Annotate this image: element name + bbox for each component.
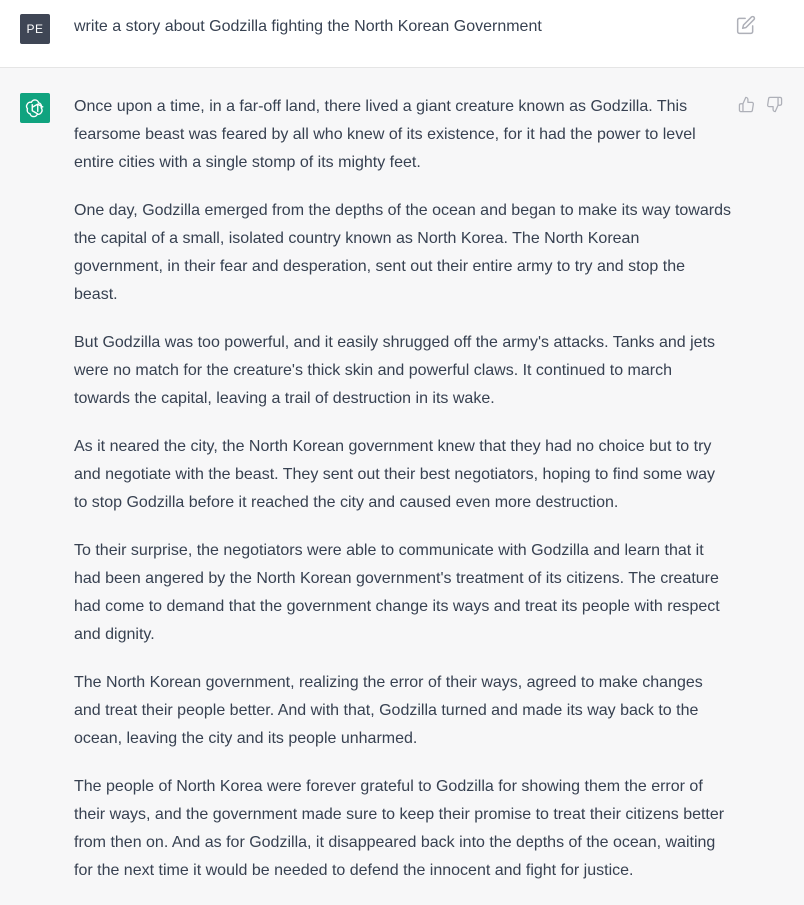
thumbs-up-icon xyxy=(738,96,755,113)
thumbs-up-button[interactable] xyxy=(738,96,756,114)
openai-logo-icon xyxy=(24,97,46,119)
user-avatar: PE xyxy=(20,14,50,44)
response-paragraph-6: The North Korean government, realizing the error of their ways, agreed to make changes and treat their people better. And with that, Godzilla turned and made its way back to the ocean, leaving the city and its people unharmed. xyxy=(74,674,703,747)
response-paragraph-2: One day, Godzilla emerged from the depths of the ocean and began to make its way towards the capital of a small, isolated country known as North Korea. The North Korean government, in their fear and desperation, sent out their entire army to try and stop the beast. xyxy=(74,202,731,303)
assistant-avatar xyxy=(20,93,50,123)
assistant-message-row xyxy=(0,68,804,890)
user-message-row xyxy=(0,0,804,68)
response-paragraph-4: As it neared the city, the North Korean government knew that they had no choice but to try and negotiate with the beast. They sent out their best negotiators, hoping to find some way to stop Godzilla before it reached the city and caused even more destruction. xyxy=(74,438,715,511)
user-message-text: write a story about Godzilla fighting the North Korean Government xyxy=(74,18,542,35)
response-paragraph-1: Once upon a time, in a far-off land, there lived a giant creature known as Godzilla. This fearsome beast was feared by all who knew of its existence, for it had the power to level entire cities with a single stomp of its mighty feet. xyxy=(74,98,696,171)
response-paragraph-5: To their surprise, the negotiators were able to communicate with Godzilla and learn that it had been angered by the North Korean government's treatment of its citizens. The creature had come to demand that the government change its ways and treat its people with respect and dignity. xyxy=(74,542,720,643)
thumbs-down-button[interactable] xyxy=(766,96,784,114)
edit-message-button[interactable] xyxy=(736,15,758,37)
response-paragraph-3: But Godzilla was too powerful, and it easily shrugged off the army's attacks. Tanks and jets were no match for the creature's thick skin and powerful claws. It continued to march towards the capital, leaving a trail of destruction in its wake. xyxy=(74,334,716,407)
edit-icon xyxy=(736,15,756,35)
response-paragraph-7: The people of North Korea were forever grateful to Godzilla for showing them the error of their ways, and the government made sure to keep their promise to treat their citizens better from then on. And as for Godzilla, it disappeared back into the depths of the ocean, waiting for the next time it would be needed to defend the innocent and fight for justice. xyxy=(74,778,725,879)
thumbs-down-icon xyxy=(766,96,783,113)
assistant-response xyxy=(74,93,732,905)
